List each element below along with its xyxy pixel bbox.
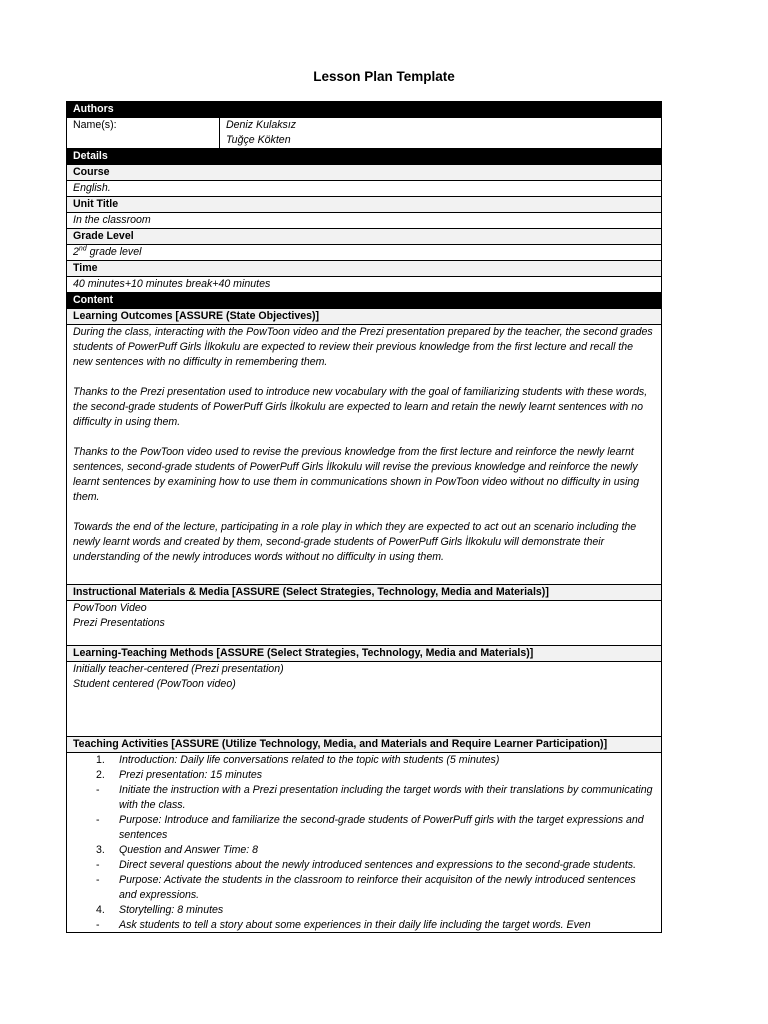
activity-marker: 4. (96, 904, 105, 916)
activity-marker: - (96, 814, 100, 826)
method-item: Student centered (PowToon video) (73, 678, 236, 690)
activity-item (73, 918, 655, 932)
activity-marker: - (96, 919, 100, 931)
outcome-paragraph: Thanks to the PowToon video used to revise the previous knowledge from the first lecture and reinforce the newly learnt sentences, second-grade students of PowerPuff Girls İlkokulu will revise the previous knowledge and reinforce the newly learnt sentences by examining how to use them in communications shown in PowToon video without no difficulty in using them. (73, 446, 640, 503)
activity-text: Storytelling: 8 minutes (119, 904, 224, 916)
activity-text: Initiate the instruction with a Prezi presentation including the target words with their translations by communicating with the class. (119, 784, 653, 811)
activity-item (73, 858, 655, 873)
grade-text: grade level (86, 246, 142, 258)
activity-text: Introduction: Daily life conversations related to the topic with students (5 minutes) (119, 754, 500, 766)
page-title: Lesson Plan Template (313, 69, 455, 84)
activity-text: Ask students to tell a story about some experiences in their daily life including the target words. Even (119, 919, 591, 931)
authors-header: Authors (67, 102, 662, 118)
time-value: 40 minutes+10 minutes break+40 minutes (67, 277, 662, 293)
grade-level-value (67, 245, 662, 261)
activity-text: Purpose: Introduce and familiarize the second-grade students of PowerPuff girls with the target expressions and sentences (119, 814, 644, 841)
material-item: PowToon Video (73, 602, 147, 614)
method-item: Initially teacher-centered (Prezi presentation) (73, 663, 284, 675)
time-label: Time (67, 261, 662, 277)
outcome-paragraph: Thanks to the Prezi presentation used to introduce new vocabulary with the goal of familiarizing students with these words, the second-grade students of PowerPuff Girls İlkokulu are expected to learn and retain the newly learnt sentences with no difficulty in using them. (73, 386, 648, 428)
outcome-paragraph: Towards the end of the lecture, participating in a role play in which they are expected to act out an scenario including the newly learnt words and created by them, second-grade students of PowerPuff Girls İlkokulu will demonstrate their understanding of the newly introduces words without no difficulty in using them. (73, 521, 637, 563)
activity-text: Purpose: Activate the students in the classroom to reinforce their acquisiton of the newly introduced sentences and expressions. (119, 874, 636, 901)
activity-marker: 1. (96, 754, 105, 766)
lesson-plan-table (66, 101, 662, 933)
material-item: Prezi Presentations (73, 617, 165, 629)
activities-value (67, 753, 662, 933)
activity-marker: - (96, 859, 100, 871)
activity-item (73, 903, 655, 918)
activity-item (73, 783, 655, 813)
activity-item (73, 813, 655, 843)
activity-item (73, 753, 655, 768)
activity-text: Question and Answer Time: 8 (119, 844, 259, 856)
activities-label: Teaching Activities [ASSURE (Utilize Technology, Media, and Materials and Require Learner Participation)] (67, 737, 662, 753)
activity-item (73, 873, 655, 903)
activity-text: Prezi presentation: 15 minutes (119, 769, 263, 781)
course-label: Course (67, 165, 662, 181)
activity-marker: 2. (96, 769, 105, 781)
methods-value (67, 662, 662, 737)
author-name: Tuğçe Kökten (226, 134, 291, 146)
course-value: English. (67, 181, 662, 197)
materials-value (67, 601, 662, 646)
activity-marker: - (96, 874, 100, 886)
outcome-paragraph: During the class, interacting with the PowToon video and the Prezi presentation prepared by the teacher, the second grades students of PowerPuff Girls İlkokulu are expected to review their previous knowledge from the first lecture and recall the new sentences with no difficulty in remembering them. (73, 326, 653, 368)
names-value (220, 118, 662, 149)
activity-text: Direct several questions about the newly introduced sentences and expressions to the second-grade students. (119, 859, 637, 871)
unit-title-value: In the classroom (67, 213, 662, 229)
learning-outcomes-label: Learning Outcomes [ASSURE (State Objectives)] (67, 309, 662, 325)
unit-title-label: Unit Title (67, 197, 662, 213)
grade-suffix: nd (78, 245, 87, 253)
names-label: Name(s): (67, 118, 220, 149)
author-name: Deniz Kulaksız (226, 119, 297, 131)
grade-level-label: Grade Level (67, 229, 662, 245)
methods-label: Learning-Teaching Methods [ASSURE (Select Strategies, Technology, Media and Materials)] (67, 646, 662, 662)
details-header: Details (67, 149, 662, 165)
activity-item (73, 768, 655, 783)
content-header: Content (67, 293, 662, 309)
activities-list (73, 753, 655, 932)
learning-outcomes-text (67, 325, 662, 585)
activity-item (73, 843, 655, 858)
activity-marker: 3. (96, 844, 105, 856)
activity-marker: - (96, 784, 100, 796)
materials-label: Instructional Materials & Media [ASSURE (Select Strategies, Technology, Media and Materials)] (67, 585, 662, 601)
grade-number: 2 (73, 246, 79, 258)
